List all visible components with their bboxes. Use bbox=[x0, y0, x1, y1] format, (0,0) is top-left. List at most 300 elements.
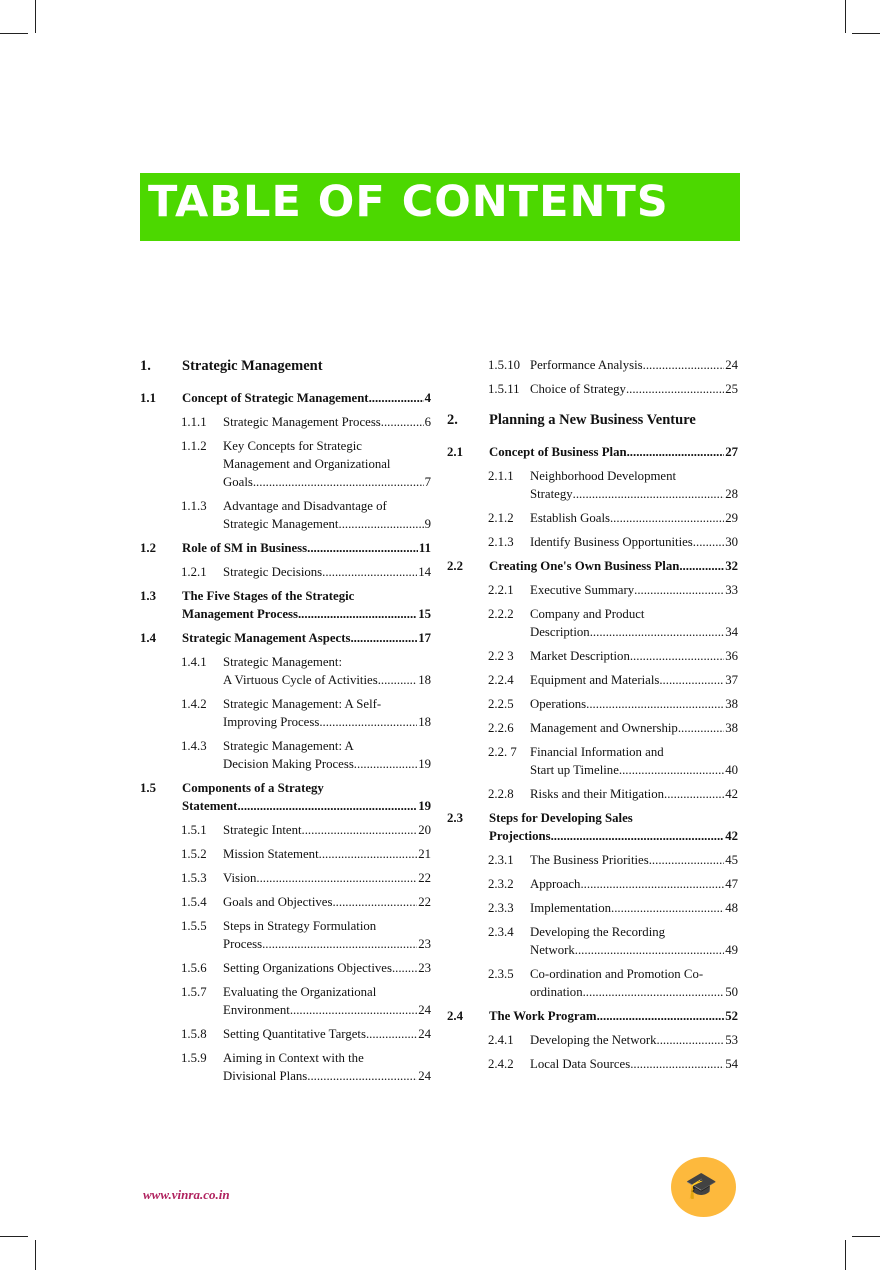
title-line bbox=[223, 413, 431, 431]
page-number: 11 bbox=[418, 541, 431, 555]
title-text: Steps in Strategy Formulation bbox=[223, 919, 377, 933]
section-number: 1.5.9 bbox=[181, 1051, 207, 1065]
section-title bbox=[182, 629, 431, 647]
section-number: 2.4.2 bbox=[488, 1057, 514, 1071]
title-line bbox=[223, 935, 431, 953]
toc-entry[interactable] bbox=[140, 629, 431, 647]
page-number: 37 bbox=[725, 673, 738, 687]
section-title bbox=[489, 809, 738, 845]
dot-leader bbox=[350, 629, 417, 647]
toc-entry[interactable] bbox=[140, 695, 431, 731]
title-line bbox=[223, 437, 431, 455]
title-text: Approach bbox=[530, 877, 581, 891]
page-number: 30 bbox=[725, 535, 738, 549]
title-line bbox=[530, 533, 738, 551]
section-number: 1.5.3 bbox=[181, 871, 207, 885]
section-title bbox=[530, 965, 738, 1001]
chapter-number: 2. bbox=[447, 412, 458, 428]
section-number: 1.3 bbox=[140, 589, 156, 603]
dot-leader bbox=[366, 1025, 417, 1043]
page-number: 54 bbox=[725, 1057, 738, 1071]
title-line bbox=[223, 497, 431, 515]
section-title bbox=[530, 356, 738, 374]
section-number: 1.4.2 bbox=[181, 697, 207, 711]
toc-entry[interactable] bbox=[447, 923, 738, 959]
page-number: 47 bbox=[725, 877, 738, 891]
toc-entry[interactable] bbox=[140, 869, 431, 887]
section-number: 2.2 3 bbox=[488, 649, 514, 663]
title-line bbox=[223, 1049, 431, 1067]
title-text: Strategic Management bbox=[223, 517, 339, 531]
page-number: 7 bbox=[424, 475, 431, 489]
section-title bbox=[223, 497, 431, 533]
title-text: Strategic Management: bbox=[223, 655, 343, 669]
title-line bbox=[530, 647, 738, 665]
title-line bbox=[489, 809, 738, 827]
title-text: Setting Organizations Objectives bbox=[223, 961, 392, 975]
dot-leader bbox=[253, 473, 424, 491]
crop-mark bbox=[852, 1236, 880, 1237]
section-title bbox=[223, 845, 431, 863]
section-number: 1.5.1 bbox=[181, 823, 207, 837]
section-number: 2.3.4 bbox=[488, 925, 514, 939]
dot-leader bbox=[586, 695, 724, 713]
section-number: 2.2.8 bbox=[488, 787, 514, 801]
title-text: Statement bbox=[182, 799, 238, 813]
title-line bbox=[223, 869, 431, 887]
toc-entry[interactable] bbox=[447, 467, 738, 503]
toc-entry[interactable] bbox=[447, 647, 738, 665]
dot-leader bbox=[610, 509, 724, 527]
toc-entry[interactable] bbox=[447, 899, 738, 917]
section-title bbox=[223, 563, 431, 581]
crop-mark bbox=[0, 1236, 28, 1237]
section-title bbox=[223, 413, 431, 431]
page-number: 24 bbox=[418, 1003, 431, 1017]
section-title bbox=[223, 737, 431, 773]
title-line bbox=[530, 875, 738, 893]
toc-entry[interactable] bbox=[140, 413, 431, 431]
section-title bbox=[530, 899, 738, 917]
toc-entry[interactable] bbox=[140, 983, 431, 1019]
section-title bbox=[530, 695, 738, 713]
title-line bbox=[223, 755, 431, 773]
section-title bbox=[223, 437, 431, 491]
title-text: Strategic Management Process bbox=[223, 415, 381, 429]
title-text: Strategy bbox=[530, 487, 573, 501]
section-number: 2.3.2 bbox=[488, 877, 514, 891]
section-title bbox=[530, 743, 738, 779]
title-line bbox=[530, 1055, 738, 1073]
title-text: Components of a Strategy bbox=[182, 781, 324, 795]
section-number: 2.3 bbox=[447, 811, 463, 825]
title-text: Financial Information and bbox=[530, 745, 664, 759]
section-number: 1.5.4 bbox=[181, 895, 207, 909]
section-title bbox=[530, 1031, 738, 1049]
section-title bbox=[223, 821, 431, 839]
title-line bbox=[489, 1007, 738, 1025]
toc-entry[interactable] bbox=[447, 380, 738, 398]
title-text: Strategic Decisions bbox=[223, 565, 323, 579]
title-line bbox=[223, 473, 431, 491]
page-number: 4 bbox=[424, 391, 431, 405]
section-number: 2.2 bbox=[447, 559, 463, 573]
page-number: 24 bbox=[418, 1069, 431, 1083]
title-text: Concept of Strategic Management bbox=[182, 391, 369, 405]
toc-column-right bbox=[447, 356, 738, 1079]
page-number: 25 bbox=[725, 382, 738, 396]
toc-entry[interactable] bbox=[140, 737, 431, 773]
page-number: 45 bbox=[725, 853, 738, 867]
title-text: Co-ordination and Promotion Co- bbox=[530, 967, 704, 981]
title-line bbox=[530, 605, 738, 623]
dot-leader bbox=[657, 1031, 725, 1049]
toc-entry[interactable] bbox=[447, 695, 738, 713]
toc-entry[interactable] bbox=[447, 1007, 738, 1025]
dot-leader bbox=[659, 671, 724, 689]
toc-entry[interactable] bbox=[140, 653, 431, 689]
title-text: Strategic Management: A bbox=[223, 739, 354, 753]
section-title bbox=[223, 695, 431, 731]
dot-leader bbox=[302, 821, 418, 839]
title-line bbox=[223, 653, 431, 671]
toc-chapter-heading[interactable] bbox=[447, 410, 738, 430]
dot-leader bbox=[575, 941, 724, 959]
section-number: 2.2. 7 bbox=[488, 745, 517, 759]
crop-mark bbox=[35, 1240, 36, 1270]
toc-entry[interactable] bbox=[140, 779, 431, 815]
section-title bbox=[223, 893, 431, 911]
title-line bbox=[489, 827, 738, 845]
title-text: Start up Timeline bbox=[530, 763, 619, 777]
title-line bbox=[223, 893, 431, 911]
section-title bbox=[530, 509, 738, 527]
section-number: 2.2.2 bbox=[488, 607, 514, 621]
title-line bbox=[182, 779, 431, 797]
section-title bbox=[223, 983, 431, 1019]
title-text: Neighborhood Development bbox=[530, 469, 677, 483]
title-text: Steps for Developing Sales bbox=[489, 811, 633, 825]
dot-leader bbox=[664, 785, 724, 803]
title-line bbox=[530, 581, 738, 599]
dot-leader bbox=[290, 1001, 417, 1019]
page-number: 38 bbox=[725, 697, 738, 711]
title-text: ordination bbox=[530, 985, 583, 999]
title-text: Management and Ownership bbox=[530, 721, 678, 735]
dot-leader bbox=[679, 557, 724, 575]
page-number: 52 bbox=[725, 1009, 738, 1023]
toc-entry[interactable] bbox=[447, 443, 738, 461]
section-number: 2.2.1 bbox=[488, 583, 514, 597]
section-number: 1.5 bbox=[140, 781, 156, 795]
section-title bbox=[223, 1049, 431, 1085]
page-number: 53 bbox=[725, 1033, 738, 1047]
section-title bbox=[530, 923, 738, 959]
section-number: 1.2 bbox=[140, 541, 156, 555]
toc-entry[interactable] bbox=[447, 533, 738, 551]
title-line bbox=[223, 455, 431, 473]
section-title bbox=[223, 917, 431, 953]
toc-entry[interactable] bbox=[447, 851, 738, 869]
title-text: The Five Stages of the Strategic bbox=[182, 589, 355, 603]
dot-leader bbox=[627, 443, 725, 461]
page-number: 33 bbox=[725, 583, 738, 597]
toc-entry[interactable] bbox=[140, 389, 431, 407]
toc-entry[interactable] bbox=[140, 845, 431, 863]
title-line bbox=[223, 695, 431, 713]
toc-entry[interactable] bbox=[447, 875, 738, 893]
title-text: Advantage and Disadvantage of bbox=[223, 499, 387, 513]
dot-leader bbox=[369, 389, 424, 407]
toc-entry[interactable] bbox=[140, 821, 431, 839]
dot-leader bbox=[319, 845, 418, 863]
page-number: 18 bbox=[418, 673, 431, 687]
title-text: A Virtuous Cycle of Activities bbox=[223, 673, 378, 687]
title-line bbox=[182, 389, 431, 407]
title-text: Creating One's Own Business Plan bbox=[489, 559, 680, 573]
dot-leader bbox=[392, 959, 417, 977]
title-line bbox=[223, 1001, 431, 1019]
title-text: Risks and their Mitigation bbox=[530, 787, 665, 801]
title-text: Concept of Business Plan bbox=[489, 445, 627, 459]
title-line bbox=[223, 845, 431, 863]
toc-entry[interactable] bbox=[447, 605, 738, 641]
toc-entry[interactable] bbox=[447, 356, 738, 374]
toc-entry[interactable] bbox=[447, 1055, 738, 1073]
title-text: Executive Summary bbox=[530, 583, 635, 597]
title-line bbox=[223, 713, 431, 731]
title-text: Identify Business Opportunities bbox=[530, 535, 693, 549]
title-line bbox=[182, 797, 431, 815]
page-number: 6 bbox=[424, 415, 431, 429]
title-text: Projections bbox=[489, 829, 551, 843]
toc-entry[interactable] bbox=[447, 671, 738, 689]
title-line bbox=[223, 983, 431, 1001]
section-number: 2.1.2 bbox=[488, 511, 514, 525]
title-line bbox=[530, 851, 738, 869]
title-text: Aiming in Context with the bbox=[223, 1051, 364, 1065]
title-text: Evaluating the Organizational bbox=[223, 985, 377, 999]
title-text: Implementation bbox=[530, 901, 612, 915]
toc-entry[interactable] bbox=[140, 563, 431, 581]
section-number: 2.3.5 bbox=[488, 967, 514, 981]
dot-leader bbox=[322, 563, 417, 581]
page-number: 40 bbox=[725, 763, 738, 777]
crop-mark bbox=[852, 33, 880, 34]
crop-mark bbox=[845, 0, 846, 33]
section-number: 1.1.1 bbox=[181, 415, 207, 429]
dot-leader bbox=[611, 899, 724, 917]
title-text: Developing the Recording bbox=[530, 925, 666, 939]
page-number: 42 bbox=[725, 787, 738, 801]
section-number: 1.5.2 bbox=[181, 847, 207, 861]
page-number: 19 bbox=[418, 757, 431, 771]
title-line bbox=[489, 443, 738, 461]
title-line bbox=[182, 605, 431, 623]
toc-entry[interactable] bbox=[447, 965, 738, 1001]
section-number: 1.5.7 bbox=[181, 985, 207, 999]
section-number: 2.4 bbox=[447, 1009, 463, 1023]
title-line bbox=[530, 509, 738, 527]
title-text: Local Data Sources bbox=[530, 1057, 631, 1071]
title-text: The Business Priorities bbox=[530, 853, 649, 867]
page-number: 29 bbox=[725, 511, 738, 525]
section-number: 1.5.5 bbox=[181, 919, 207, 933]
section-title bbox=[489, 1007, 738, 1025]
toc-entry[interactable] bbox=[140, 893, 431, 911]
title-text: Setting Quantitative Targets bbox=[223, 1027, 366, 1041]
toc-chapter-heading[interactable] bbox=[140, 356, 431, 376]
toc-entry[interactable] bbox=[140, 917, 431, 953]
section-number: 2.2.6 bbox=[488, 721, 514, 735]
page-number: 48 bbox=[725, 901, 738, 915]
title-text: Strategic Intent bbox=[223, 823, 302, 837]
title-line bbox=[489, 557, 738, 575]
page-number: 15 bbox=[418, 607, 431, 621]
section-title bbox=[530, 380, 738, 398]
title-text: Strategic Management: A Self- bbox=[223, 697, 382, 711]
section-title bbox=[182, 587, 431, 623]
section-title bbox=[530, 605, 738, 641]
section-title bbox=[530, 647, 738, 665]
title-text: Management Process bbox=[182, 607, 298, 621]
dot-leader bbox=[597, 1007, 725, 1025]
crop-mark bbox=[845, 1240, 846, 1270]
page-number: 27 bbox=[725, 445, 738, 459]
title-line bbox=[223, 1067, 431, 1085]
page-number: 22 bbox=[418, 895, 431, 909]
crop-mark bbox=[0, 33, 28, 34]
title-text: Role of SM in Business bbox=[182, 541, 308, 555]
section-number: 2.2.5 bbox=[488, 697, 514, 711]
title-text: Key Concepts for Strategic bbox=[223, 439, 362, 453]
dot-leader bbox=[307, 539, 418, 557]
page-number: 24 bbox=[418, 1027, 431, 1041]
title-text: Goals bbox=[223, 475, 253, 489]
toc-entry[interactable] bbox=[140, 587, 431, 623]
toc-entry[interactable] bbox=[447, 557, 738, 575]
title-text: Performance Analysis bbox=[530, 358, 643, 372]
page-number: 21 bbox=[418, 847, 431, 861]
title-text: Establish Goals bbox=[530, 511, 610, 525]
toc-entry[interactable] bbox=[140, 1025, 431, 1043]
title-line bbox=[530, 761, 738, 779]
toc-entry[interactable] bbox=[140, 1049, 431, 1085]
dot-leader bbox=[256, 869, 417, 887]
page-number: 24 bbox=[725, 358, 738, 372]
toc-entry[interactable] bbox=[447, 809, 738, 845]
publisher-logo bbox=[671, 1157, 736, 1217]
section-title bbox=[530, 671, 738, 689]
section-title bbox=[489, 443, 738, 461]
title-line bbox=[223, 737, 431, 755]
toc-entry[interactable] bbox=[447, 509, 738, 527]
dot-leader bbox=[649, 851, 724, 869]
title-line bbox=[223, 959, 431, 977]
title-text: The Work Program bbox=[489, 1009, 597, 1023]
title-line bbox=[223, 917, 431, 935]
title-line bbox=[530, 983, 738, 1001]
toc-entry[interactable] bbox=[140, 539, 431, 557]
section-number: 1.4.1 bbox=[181, 655, 207, 669]
section-number: 1.4.3 bbox=[181, 739, 207, 753]
chapter-number: 1. bbox=[140, 358, 151, 374]
dot-leader bbox=[332, 893, 417, 911]
title-text: Goals and Objectives bbox=[223, 895, 333, 909]
title-line bbox=[530, 743, 738, 761]
title-line bbox=[530, 1031, 738, 1049]
toc-entry[interactable] bbox=[447, 743, 738, 779]
toc-entry[interactable] bbox=[447, 785, 738, 803]
title-text: Choice of Strategy bbox=[530, 382, 626, 396]
page-number: 34 bbox=[725, 625, 738, 639]
title-text: Description bbox=[530, 625, 590, 639]
title-line bbox=[530, 941, 738, 959]
dot-leader bbox=[678, 719, 724, 737]
title-line bbox=[223, 821, 431, 839]
page-number: 22 bbox=[418, 871, 431, 885]
page-number: 36 bbox=[725, 649, 738, 663]
title-banner bbox=[140, 173, 740, 241]
page-number: 9 bbox=[424, 517, 431, 531]
toc-entry[interactable] bbox=[140, 437, 431, 491]
section-title bbox=[530, 875, 738, 893]
section-title bbox=[530, 785, 738, 803]
section-number: 1.5.8 bbox=[181, 1027, 207, 1041]
page-number: 42 bbox=[725, 829, 738, 843]
toc-entry[interactable] bbox=[447, 719, 738, 737]
section-title bbox=[223, 1025, 431, 1043]
page-number: 17 bbox=[418, 631, 431, 645]
title-text: Vision bbox=[223, 871, 257, 885]
title-line bbox=[223, 563, 431, 581]
chapter-title: Strategic Management bbox=[182, 358, 323, 374]
title-line bbox=[223, 671, 431, 689]
dot-leader bbox=[381, 413, 424, 431]
dot-leader bbox=[630, 1055, 724, 1073]
toc-entry[interactable] bbox=[140, 959, 431, 977]
page-number: 14 bbox=[418, 565, 431, 579]
toc-column-left bbox=[140, 356, 431, 1091]
title-text: Decision Making Process bbox=[223, 757, 354, 771]
section-title bbox=[223, 959, 431, 977]
section-number: 1.5.6 bbox=[181, 961, 207, 975]
title-text: Developing the Network bbox=[530, 1033, 657, 1047]
title-line bbox=[530, 671, 738, 689]
dot-leader bbox=[307, 1067, 417, 1085]
dot-leader bbox=[551, 827, 725, 845]
section-number: 1.1.3 bbox=[181, 499, 207, 513]
dot-leader bbox=[298, 605, 417, 623]
toc-entry[interactable] bbox=[447, 1031, 738, 1049]
section-title bbox=[530, 467, 738, 503]
section-number: 2.4.1 bbox=[488, 1033, 514, 1047]
page-number: 50 bbox=[725, 985, 738, 999]
title-text: Management and Organizational bbox=[223, 457, 391, 471]
footer-website-link[interactable]: www.vinra.co.in bbox=[143, 1187, 230, 1202]
title-line bbox=[182, 629, 431, 647]
title-line bbox=[182, 587, 431, 605]
page-number: 28 bbox=[725, 487, 738, 501]
dot-leader bbox=[319, 713, 417, 731]
toc-entry[interactable] bbox=[447, 581, 738, 599]
toc-entry[interactable] bbox=[140, 497, 431, 533]
title-text: Equipment and Materials bbox=[530, 673, 660, 687]
section-title bbox=[182, 389, 431, 407]
section-title bbox=[182, 779, 431, 815]
title-line bbox=[530, 356, 738, 374]
dot-leader bbox=[630, 647, 724, 665]
